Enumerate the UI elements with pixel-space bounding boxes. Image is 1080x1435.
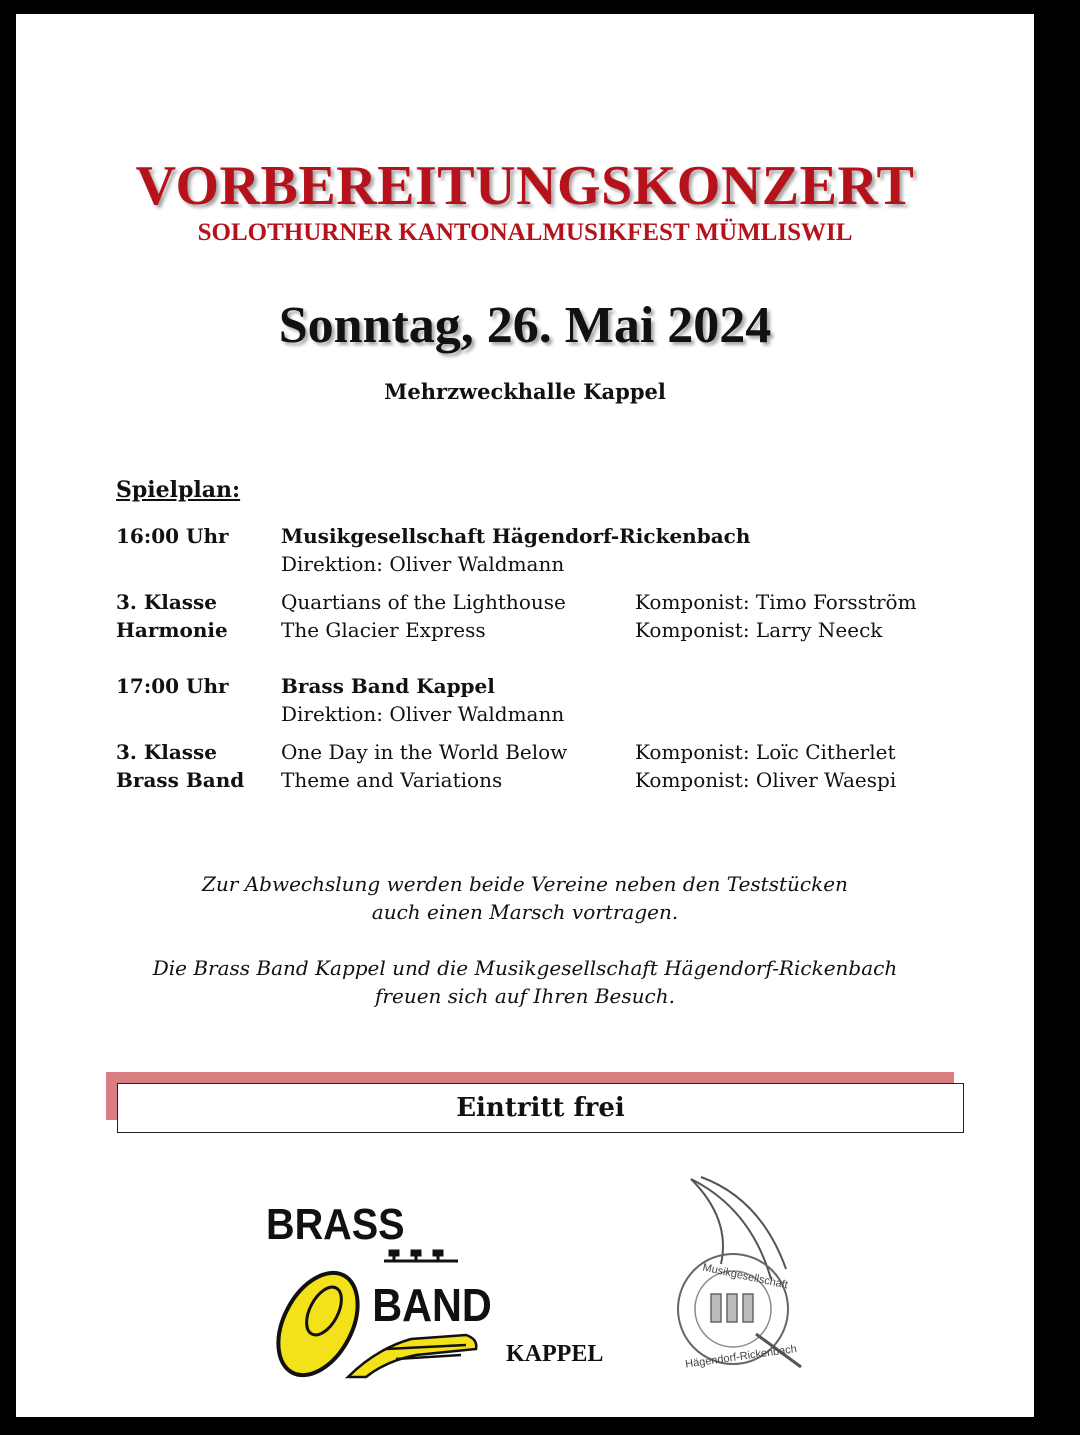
block-class-line1: 3. Klasse xyxy=(116,590,218,614)
logo-word-kappel: KAPPEL xyxy=(506,1341,604,1367)
note-line: auch einen Marsch vortragen. xyxy=(371,900,679,924)
logo-word-brass: BRASS xyxy=(266,1199,405,1249)
cornet-icon xyxy=(348,1335,476,1377)
brass-band-kappel-logo xyxy=(266,1199,604,1384)
piece-composer: Komponist: Timo Forsström xyxy=(635,590,917,614)
block-class-line2: Harmonie xyxy=(116,618,228,642)
program-heading: Spielplan: xyxy=(116,477,241,503)
block-class-line2: Brass Band xyxy=(116,768,245,792)
piece-composer: Komponist: Larry Neeck xyxy=(635,618,883,642)
flyer-page xyxy=(16,14,1034,1417)
note-line: Die Brass Band Kappel und die Musikgesellschaft Hägendorf-Rickenbach xyxy=(152,956,898,980)
block-band: Brass Band Kappel xyxy=(281,674,495,698)
piece-title: One Day in the World Below xyxy=(281,740,568,764)
note-line: freuen sich auf Ihren Besuch. xyxy=(375,984,675,1008)
piece-composer: Komponist: Oliver Waespi xyxy=(635,768,897,792)
concert-title: VORBEREITUNGSKONZERT xyxy=(135,155,915,217)
block-time: 17:00 Uhr xyxy=(116,674,229,698)
block-band: Musikgesellschaft Hägendorf-Rickenbach xyxy=(281,524,751,548)
valves-icon xyxy=(384,1251,458,1261)
logo-text-bottom: Hägendorf-Rickenbach xyxy=(684,1343,798,1371)
venue: Mehrzweckhalle Kappel xyxy=(384,379,666,404)
logo-text-top: Musikgesellschaft xyxy=(701,1261,789,1292)
concert-date: Sonntag, 26. Mai 2024 xyxy=(278,297,772,354)
piece-title: Theme and Variations xyxy=(281,768,503,792)
note-line: Zur Abwechslung werden beide Vereine neben den Teststücken xyxy=(202,872,848,896)
admission-banner: Eintritt frei xyxy=(117,1083,964,1133)
logo-word-band: BAND xyxy=(372,1280,492,1332)
musikgesellschaft-logo xyxy=(661,1169,806,1374)
piece-title: The Glacier Express xyxy=(281,618,486,642)
piece-composer: Komponist: Loïc Citherlet xyxy=(635,740,896,764)
festival-subtitle: SOLOTHURNER KANTONALMUSIKFEST MÜMLISWIL xyxy=(197,219,853,246)
piece-title: Quartians of the Lighthouse xyxy=(281,590,566,614)
block-direction: Direktion: Oliver Waldmann xyxy=(281,702,565,726)
block-direction: Direktion: Oliver Waldmann xyxy=(281,552,565,576)
block-time: 16:00 Uhr xyxy=(116,524,229,548)
block-class-line1: 3. Klasse xyxy=(116,740,218,764)
